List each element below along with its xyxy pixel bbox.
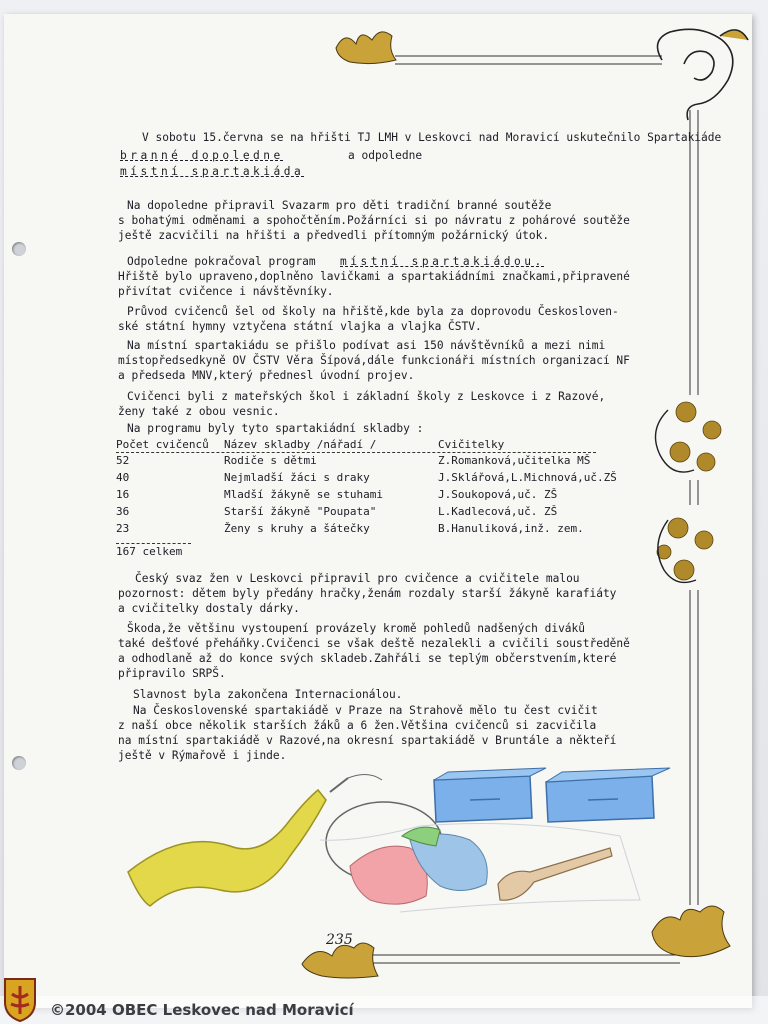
table-cell: L.Kadlecová,uč. ZŠ xyxy=(438,505,558,518)
table-header xyxy=(116,437,596,453)
paragraph-line: přivítat cvičence i návštěvníky. xyxy=(118,285,334,298)
table-cell: Rodiče s dětmi xyxy=(224,454,317,467)
flame-ornament-icon xyxy=(336,32,396,64)
table-cell: 40 xyxy=(116,471,130,484)
table-cell: Ženy s kruhy a šátečky xyxy=(224,522,370,535)
spaced-heading: místní spartakiádou. xyxy=(340,255,545,268)
paragraph-line: Na dopoledne připravil Svazarm pro děti tradiční branné soutěže xyxy=(127,199,552,212)
paragraph-line: a cvičitelky dostaly dárky. xyxy=(118,602,300,615)
flower-ornament-icon xyxy=(657,402,721,580)
paragraph-line: Škoda,že většinu vystoupení provázely kromě pohledů nadšených diváků xyxy=(127,622,586,635)
table-total: 167 celkem xyxy=(116,543,191,558)
scroll-ornament-icon xyxy=(658,29,749,120)
table-cell: 52 xyxy=(116,454,130,467)
paragraph-line: Hřiště bylo upraveno,doplněno lavičkami a spartakiádními značkami,připravené xyxy=(118,270,630,283)
paragraph-line: Slavnost byla zakončena Internacionálou. xyxy=(133,688,403,701)
paragraph-line: a odpoledne xyxy=(348,149,423,162)
paragraph-line: také dešťové přeháňky.Cvičenci se však deště nezalekli a cvičili soustředěně xyxy=(118,637,630,650)
flame-ornament-icon xyxy=(302,943,378,978)
paragraph-line: na místní spartakiádě v Razové,na okresní spartakiádě v Bruntále a někteří xyxy=(118,734,617,747)
table-cell: J.Sklářová,L.Michnová,uč.ZŠ xyxy=(438,471,617,484)
table-row xyxy=(116,470,617,487)
column-header: Počet cvičenců xyxy=(116,438,209,451)
table-row xyxy=(116,487,596,504)
paragraph-line: Český svaz žen v Leskovci připravil pro cvičence a cvičitele malou xyxy=(135,572,580,585)
column-header: Název skladby /nářadí / xyxy=(224,438,377,451)
table-cell: J.Soukopová,uč. ZŠ xyxy=(438,488,558,501)
table-cell: 36 xyxy=(116,505,130,518)
paragraph-line: a odhodlaně až do konce svých skladeb.Zahřáli se teplým občerstvením,které xyxy=(118,652,617,665)
paragraph-line: s bohatými odměnami a spohočtěním.Požárníci si po návratu z pohárové soutěže xyxy=(118,214,630,227)
spaced-heading: místní spartakiáda xyxy=(120,165,305,178)
table-cell: 16 xyxy=(116,488,130,501)
program-table xyxy=(116,437,617,538)
paragraph-line: z naší obce několik starších žáků a 6 žen.Většina cvičenců si zacvičila xyxy=(118,719,597,732)
copyright-text: ©2004 OBEC Leskovec nad Moravicí xyxy=(50,1001,354,1019)
table-cell: Mladší žákyně se stuhami xyxy=(224,488,383,501)
paragraph-line: V sobotu 15.června se na hřišti TJ LMH v Leskovci nad Moravicí uskutečnilo Spartakiáde xyxy=(142,131,722,144)
paragraph-line: pozornost: dětem byly předány hračky,ženám rozdaly starší žákyně karafiáty xyxy=(118,587,617,600)
table-row xyxy=(116,521,596,538)
spartakiade-illustration xyxy=(128,768,670,912)
paragraph-line: místopředsedkyně OV ČSTV Věra Šípová,dále funkcionáři místních organizací NF xyxy=(118,354,630,367)
paragraph-line: ještě v Rýmařově i jinde. xyxy=(118,749,287,762)
paragraph-line: Průvod cvičenců šel od školy na hřiště,kde byla za doprovodu Českosloven- xyxy=(127,305,619,318)
table-cell: Z.Romanková,učitelka MŠ xyxy=(438,454,591,467)
column-header: Cvičitelky xyxy=(438,438,505,451)
paragraph-line: a předseda MNV,který přednesl úvodní projev. xyxy=(118,369,415,382)
paragraph-line: ještě zacvičili na hřišti a předvedli přítomným požárnický útok. xyxy=(118,229,550,242)
table-row xyxy=(116,504,596,521)
paragraph-line: Cvičenci byli z mateřských škol i základní školy z Leskovce i z Razové, xyxy=(127,390,606,403)
village-crest-icon xyxy=(2,976,38,1022)
paragraph-line: ženy také z obou vesnic. xyxy=(118,405,280,418)
table-cell: 23 xyxy=(116,522,130,535)
paragraph-line: Odpoledne pokračoval program xyxy=(127,255,316,268)
paragraph-line: Na místní spartakiádu se přišlo podívat asi 150 návštěvníků a mezi nimi xyxy=(127,339,606,352)
flame-ornament-icon xyxy=(652,906,730,957)
table-cell: B.Hanuliková,inž. zem. xyxy=(438,522,584,535)
paragraph-line: připravilo SRPŠ. xyxy=(118,667,226,680)
table-row xyxy=(116,453,596,470)
page-number: 235 xyxy=(326,932,353,948)
paragraph-line: Na Československé spartakiádě v Praze na Strahově mělo tu čest cvičit xyxy=(133,704,598,717)
table-cell: Starší žákyně "Poupata" xyxy=(224,505,377,518)
spaced-heading: branné dopoledne xyxy=(120,149,284,162)
paragraph-line: Na programu byly tyto spartakiádní skladby : xyxy=(127,422,424,435)
paragraph-line: ské státní hymny vztyčena státní vlajka a vlajka ČSTV. xyxy=(118,320,482,333)
table-cell: Nejmladší žáci s draky xyxy=(224,471,370,484)
